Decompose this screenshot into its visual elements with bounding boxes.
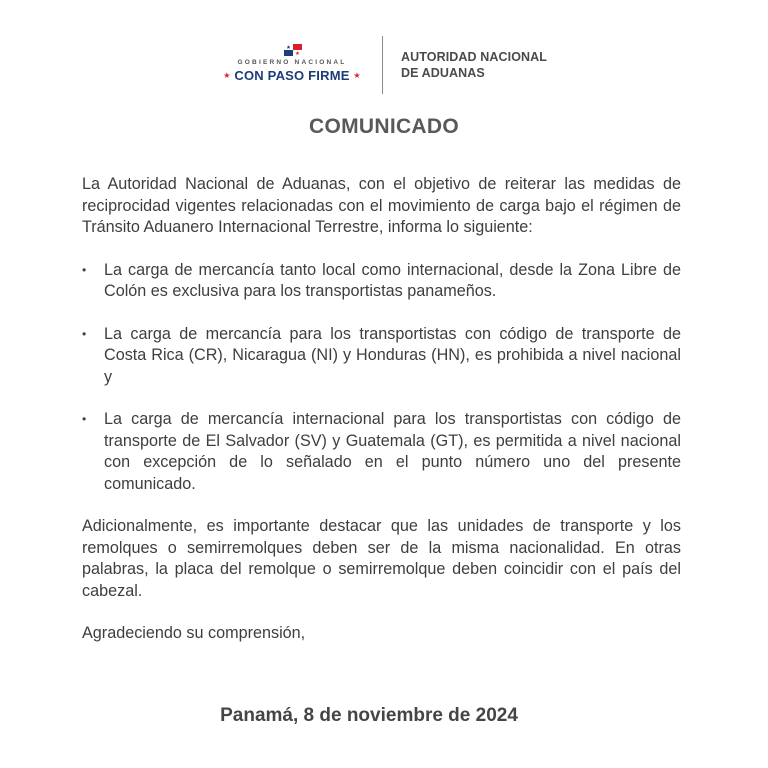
gov-logo-slogan-text: CON PASO FIRME (234, 68, 350, 83)
red-star-icon: ★ (353, 71, 361, 80)
list-item-text: La carga de mercancía tanto local como internacional, desde la Zona Libre de Colón es exclusiva para los transportistas panameños. (104, 260, 681, 300)
agency-name-line2: DE ADUANAS (401, 66, 485, 80)
red-star-icon: ★ (223, 71, 231, 80)
gobierno-nacional-logo (210, 44, 374, 88)
bullet-icon: • (82, 326, 87, 341)
additional-paragraph: Adicionalmente, es importante destacar que las unidades de transporte y los remolques o semirremolques deben ser de la misma nacionalidad. En otras palabras, la placa del remolque o semirremolque deben coincidir con el país del cabezal. (82, 517, 681, 600)
list-item (82, 260, 681, 303)
panama-flag-icon (284, 44, 302, 56)
list-item (82, 409, 681, 495)
bullet-icon: • (82, 412, 87, 426)
closing-line: Agradeciendo su comprensión, (82, 624, 306, 642)
measures-list (82, 260, 681, 496)
list-item-text: La carga de mercancía para los transportistas con código de transporte de Costa Rica (CR), Nicaragua (NI) y Honduras (HN), es prohibida a nivel nacional y (104, 324, 681, 386)
intro-paragraph: La Autoridad Nacional de Aduanas, con el objetivo de reiterar las medidas de reciprocidad vigentes relacionadas con el movimiento de carga bajo el régimen de Tránsito Aduanero Internacional Terrestre, informa lo siguiente: (82, 175, 681, 236)
gov-logo-slogan (210, 68, 374, 83)
document-body (82, 174, 681, 645)
gov-logo-top-text: GOBIERNO NACIONAL (237, 59, 347, 66)
letterhead (0, 36, 768, 96)
agency-name-line1: AUTORIDAD NACIONAL (401, 50, 548, 64)
bullet-icon: • (82, 262, 87, 277)
document-title: COMUNICADO (309, 115, 459, 138)
agency-name (401, 49, 547, 81)
header-divider (382, 36, 383, 94)
document-date: Panamá, 8 de noviembre de 2024 (220, 705, 518, 726)
list-item-text: La carga de mercancía internacional para los transportistas con código de transporte de El Salvador (SV) y Guatemala (GT), es permitida a nivel nacional con excepción de lo señalado en el punto número uno del presente comunicado. (104, 410, 681, 493)
list-item (82, 324, 681, 389)
